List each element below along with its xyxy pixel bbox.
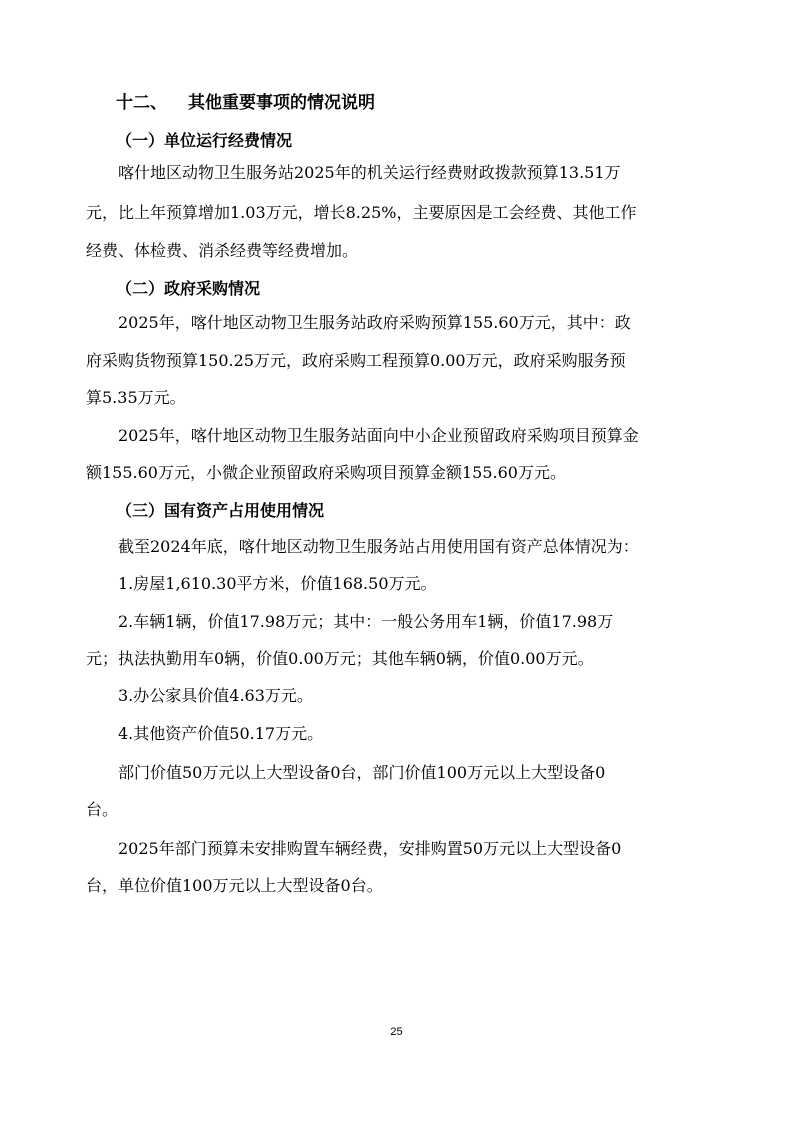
page-number: 25 bbox=[390, 1026, 403, 1038]
asset-item-2-line-1: 2.车辆1辆，价值17.98万元；其中：一般公务用车1辆，价值17.98万 bbox=[118, 612, 614, 631]
asset-item-2-line-2: 元；执法执勤用车0辆，价值0.00万元；其他车辆0辆，价值0.00万元。 bbox=[86, 649, 594, 668]
section-heading bbox=[116, 88, 375, 113]
sub3-intro: 截至2024年底，喀什地区动物卫生服务站占用使用国有资产总体情况为： bbox=[118, 537, 639, 556]
sub2-heading: （二）政府采购情况 bbox=[116, 279, 261, 298]
sub3-heading: （三）国有资产占用使用情况 bbox=[116, 501, 325, 520]
sub2-p1-line-1: 2025年，喀什地区动物卫生服务站政府采购预算155.60万元，其中：政 bbox=[118, 313, 631, 332]
section-number: 十二、 bbox=[116, 93, 167, 113]
purchase-plan-line-1: 2025年部门预算未安排购置车辆经费，安排购置50万元以上大型设备0 bbox=[118, 839, 622, 858]
asset-item-4: 4.其他资产价值50.17万元。 bbox=[118, 724, 324, 743]
sub2-p1-line-3: 算5.35万元。 bbox=[86, 388, 186, 407]
sub1-line-3: 经费、体检费、消杀经费等经费增加。 bbox=[86, 241, 359, 260]
sub2-p2-line-1: 2025年，喀什地区动物卫生服务站面向中小企业预留政府采购项目预算金 bbox=[118, 426, 639, 445]
equipment-line-2: 台。 bbox=[86, 800, 119, 819]
sub2-p2-line-2: 额155.60万元，小微企业预留政府采购项目预算金额155.60万元。 bbox=[86, 463, 566, 482]
sub2-p1-line-2: 府采购货物预算150.25万元，政府采购工程预算0.00万元，政府采购服务预 bbox=[86, 351, 626, 370]
sub1-line-2: 元，比上年预算增加1.03万元，增长8.25%，主要原因是工会经费、其他工作 bbox=[86, 203, 637, 222]
sub1-heading: （一）单位运行经费情况 bbox=[116, 131, 293, 150]
purchase-plan-line-2: 台，单位价值100万元以上大型设备0台。 bbox=[86, 876, 383, 895]
asset-item-1: 1.房屋1,610.30平方米，价值168.50万元。 bbox=[118, 574, 437, 593]
section-title: 其他重要事项的情况说明 bbox=[188, 93, 375, 113]
equipment-line-1: 部门价值50万元以上大型设备0台，部门价值100万元以上大型设备0 bbox=[118, 763, 606, 782]
sub1-line-1: 喀什地区动物卫生服务站2025年的机关运行经费财政拨款预算13.51万 bbox=[118, 163, 621, 182]
asset-item-3: 3.办公家具价值4.63万元。 bbox=[118, 686, 313, 705]
